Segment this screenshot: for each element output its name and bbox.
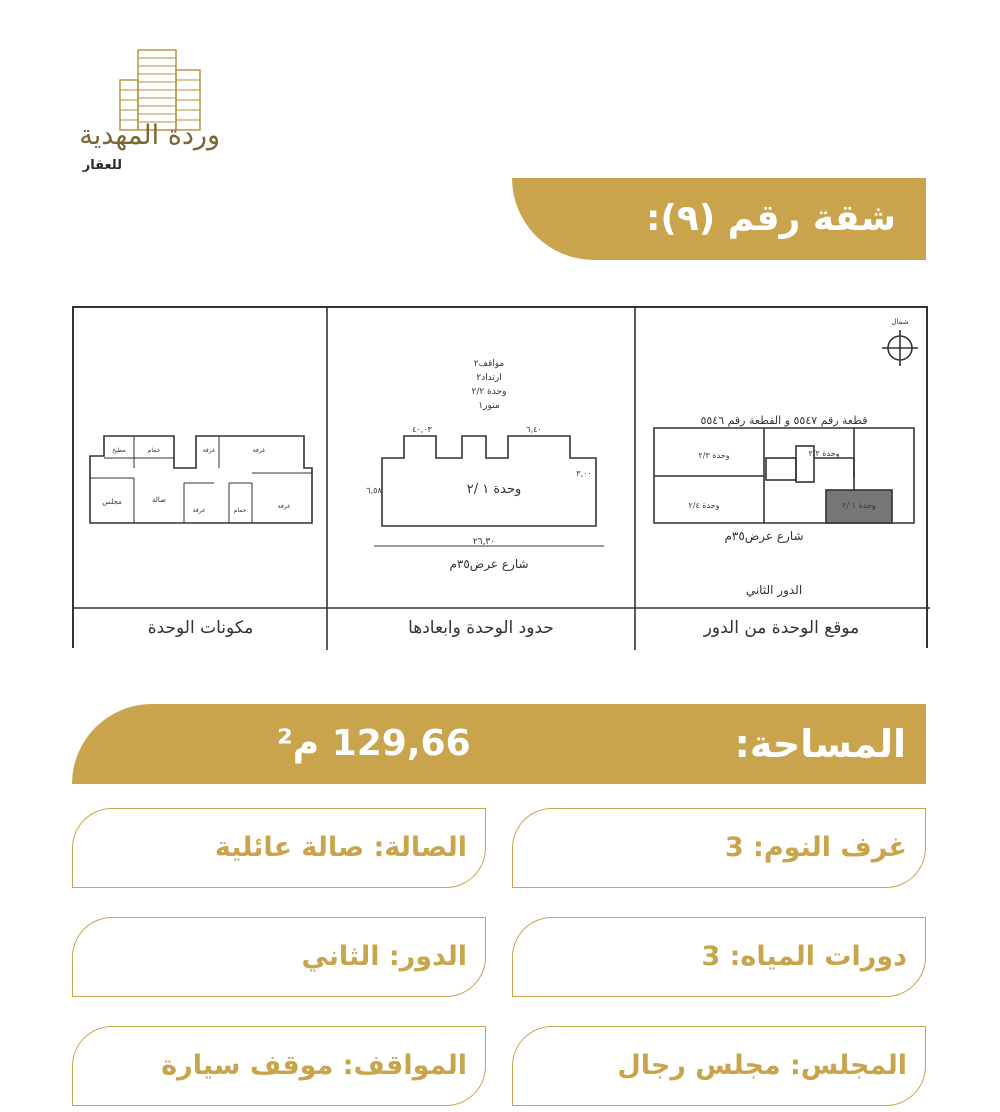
apartment-banner — [512, 178, 926, 260]
info-card-bedrooms: غرف النوم: 3 — [512, 808, 926, 888]
boundary-dimension: ٢٦,٣٠ — [472, 537, 496, 547]
info-card-parking: المواقف: موقف سيارة — [72, 1026, 486, 1106]
boundary-dimension: ٣,٠٠ — [576, 469, 592, 478]
caption-boundaries: حدود الوحدة وابعادها — [408, 618, 554, 638]
north-label: شمال — [891, 318, 909, 326]
room-label: غرفة — [252, 447, 266, 454]
caption-components: مكونات الوحدة — [147, 618, 254, 638]
area-label: المساحة: — [734, 722, 906, 766]
info-card-majlis: المجلس: مجلس رجال — [512, 1026, 926, 1106]
boundary-dimension: ٦,٥٨ — [366, 486, 382, 495]
apartment-title: شقة رقم (٩): — [645, 198, 896, 239]
info-card-bathrooms: دورات المياه: 3 — [512, 917, 926, 997]
boundary-note: مواقف٢ — [473, 359, 505, 369]
boundary-note: وحدة ٢/٢ — [471, 387, 507, 397]
floor-plan-panel — [72, 306, 928, 648]
plan-labels — [74, 308, 930, 650]
location-street-label: شارع عرض٣٥م — [724, 529, 804, 543]
room-label: مجلس — [102, 498, 122, 506]
logo-name: وردة المهدية — [79, 120, 220, 151]
boundary-note: ارتداد٢ — [476, 373, 502, 383]
location-unit-label: وحدة ٢/٢ — [808, 449, 840, 458]
room-label: حمام — [147, 447, 161, 454]
location-unit-label: وحدة ٢/٣ — [698, 451, 730, 460]
room-label: صالة — [152, 496, 166, 504]
area-value: 129,66 م² — [277, 723, 471, 764]
boundary-dimension: ٤٠,٠٣ — [412, 425, 432, 434]
boundary-street-label: شارع عرض٣٥م — [449, 557, 529, 571]
location-unit-label: وحدة ١ /٢ — [842, 501, 876, 510]
boundary-dimension: ٦,٤٠ — [526, 425, 542, 434]
info-card-hall: الصالة: صالة عائلية — [72, 808, 486, 888]
room-label: حمام — [233, 507, 247, 514]
location-unit-label: وحدة ٢/٤ — [688, 501, 720, 510]
location-floor-label: الدور الثاني — [745, 583, 803, 597]
room-label: غرفة — [277, 503, 291, 510]
room-label: غرفة — [202, 447, 216, 454]
boundary-note: متور١ — [478, 401, 500, 411]
location-plot-label: قطعة رقم ٥٥٤٧ و القطعة رقم ٥٥٤٦ — [700, 414, 868, 427]
room-label: مطبخ — [112, 447, 126, 454]
caption-location: موقع الوحدة من الدور — [703, 618, 860, 638]
area-banner — [72, 704, 926, 784]
room-label: غرفة — [192, 507, 206, 514]
info-card-floor: الدور: الثاني — [72, 917, 486, 997]
logo-subtitle: للعقار — [82, 158, 122, 173]
boundary-unit-label: وحدة ١ /٢ — [466, 482, 522, 497]
